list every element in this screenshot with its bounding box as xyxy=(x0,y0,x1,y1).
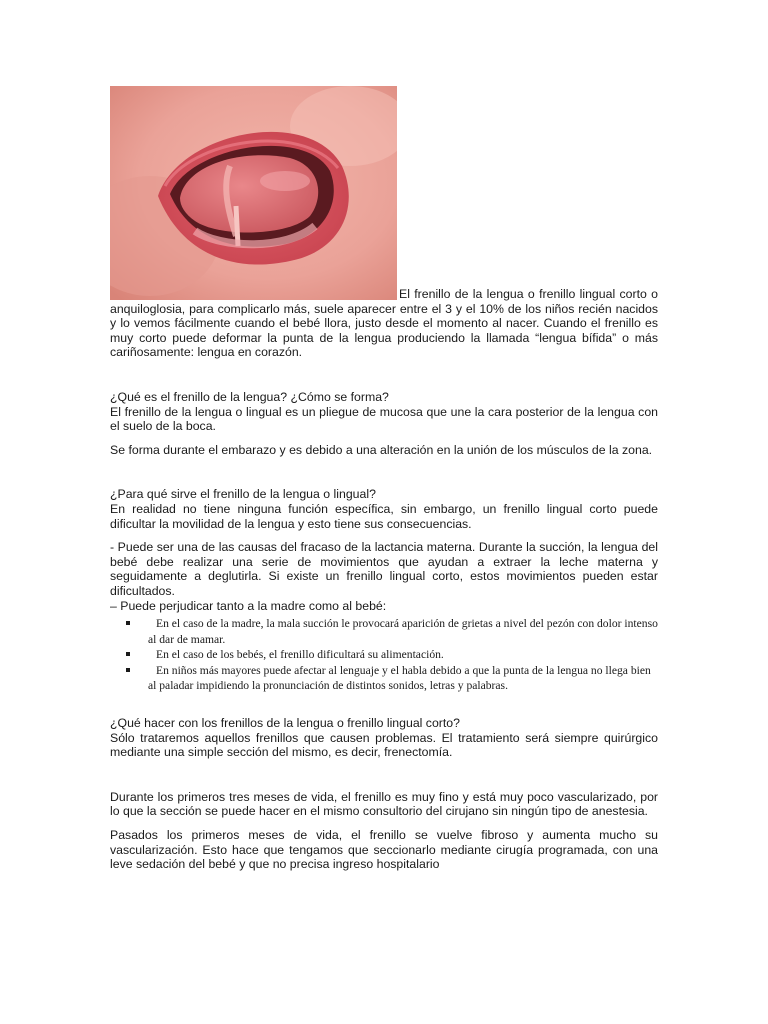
paragraph-perjudicar: – Puede perjudicar tanto a la madre como al bebé: xyxy=(110,598,387,613)
list-item-text: En niños más mayores puede afectar al lenguaje y el habla debido a que la punta de la lengua no llega bien al paladar impidiendo la pronunciación de distintos sonidos, letras y palabras. xyxy=(148,663,651,693)
bullet-icon xyxy=(126,652,130,656)
document-content xyxy=(110,86,658,872)
paragraph-function: En realidad no tiene ninguna función específica, sin embargo, un frenillo lingual corto puede dificultar la movilidad de la lengua y esto tiene sus consecuencias. xyxy=(110,501,658,531)
section-heading-que-es: ¿Qué es el frenillo de la lengua? ¿Cómo se forma? xyxy=(110,389,389,404)
paragraph-first-months: Durante los primeros tres meses de vida, el frenillo es muy fino y está muy poco vascularizado, por lo que la sección se puede hacer en el mismo consultorio del cirujano sin ningún tipo de anestesia. xyxy=(110,789,658,819)
baby-tongue-tie-photo xyxy=(110,86,397,300)
list-item xyxy=(110,647,658,663)
list-item-text: En el caso de los bebés, el frenillo dificultará su alimentación. xyxy=(156,648,444,662)
section-heading-para-que-sirve: ¿Para qué sirve el frenillo de la lengua o lingual? xyxy=(110,487,376,502)
paragraph-treatment: Sólo trataremos aquellos frenillos que causen problemas. El tratamiento será siempre quirúrgico mediante una simple sección del mismo, es decir, frenectomía. xyxy=(110,730,658,760)
consequences-list xyxy=(110,616,658,694)
list-item xyxy=(110,616,658,647)
bullet-icon xyxy=(126,668,130,672)
section-heading-que-hacer: ¿Qué hacer con los frenillos de la lengua o frenillo lingual corto? xyxy=(110,716,460,731)
list-item-text: En el caso de la madre, la mala succión le provocará aparición de grietas a nivel del pezón con dolor intenso al dar de mamar. xyxy=(148,617,658,646)
paragraph-after-months: Pasados los primeros meses de vida, el frenillo se vuelve fibroso y aumenta mucho su vascularización. Esto hace que tengamos que seccionarlo mediante cirugía programada, con una leve sedación del bebé y que no precisa ingreso hospitalario xyxy=(110,828,658,872)
bullet-icon xyxy=(126,621,130,625)
paragraph-formation: Se forma durante el embarazo y es debido a una alteración en la unión de los músculos de la zona. xyxy=(110,442,653,457)
list-item xyxy=(110,663,658,694)
intro-paragraph: El frenillo de la lengua o frenillo lingual corto o anquiloglosia, para complicarlo más, suele aparecer entre el 3 y el 10% de los niños recién nacidos y lo vemos fácilmente cuando el bebé llora, justo desde el momento al nacer. Cuando el frenillo es muy corto puede deformar la punta de la lengua produciendo la llamada “lengua bífida” o más cariñosamente: lengua en corazón. xyxy=(110,287,658,360)
baby-mouth-image xyxy=(110,86,397,300)
paragraph-definition: El frenillo de la lengua o lingual es un pliegue de mucosa que une la cara posterior de la lengua con el suelo de la boca. xyxy=(110,404,658,434)
paragraph-lactancia: - Puede ser una de las causas del fracaso de la lactancia materna. Durante la succión, la lengua del bebé debe realizar una serie de movimientos que ayudan a extraer la leche materna y seguidamente a deglutirla. Si existe un frenillo lingual corto, estos movimientos pueden estar dificultados. xyxy=(110,540,658,598)
